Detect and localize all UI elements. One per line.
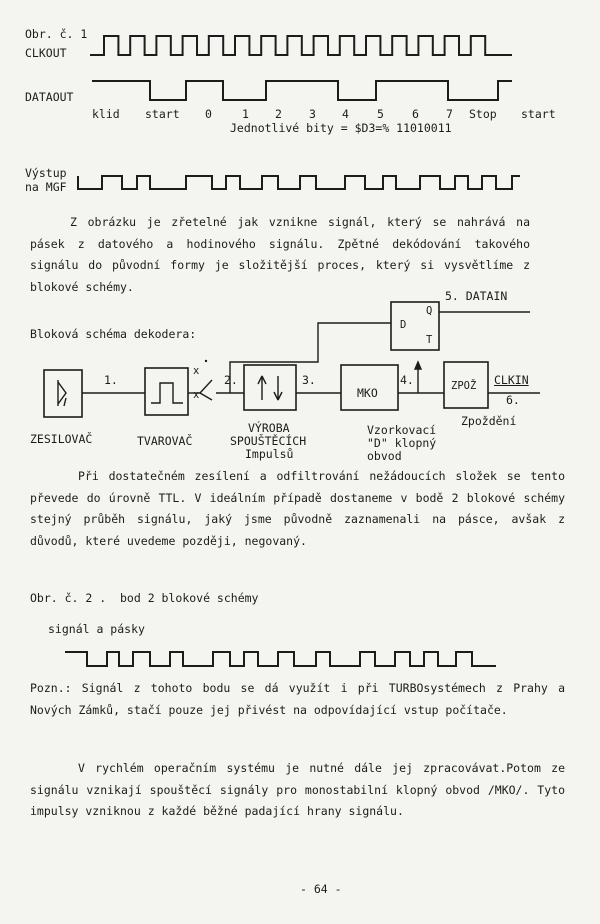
zesilovac-label: ZESILOVAČ: [30, 432, 93, 446]
node-6-label: 6.: [506, 393, 520, 407]
datain-label: 5. DATAIN: [445, 289, 508, 303]
vzorkovaci-label-2: "D" klopný: [367, 436, 437, 450]
fig1-caption: Obr. č. 1: [25, 27, 88, 41]
output-label-line1: Výstup: [25, 166, 67, 180]
switch-x1: x: [193, 365, 200, 377]
switch-x2: x: [193, 389, 200, 401]
bit-label: Stop: [469, 107, 497, 121]
vzorkovaci-label-1: Vzorkovací: [367, 423, 437, 437]
mko-label: MKO: [357, 386, 378, 400]
bit-label: 6: [412, 107, 419, 121]
node-1-label: 1.: [104, 373, 118, 387]
bit-label: 0: [205, 107, 212, 121]
paragraph-3-text: Pozn.: Signál z tohoto bodu se dá využít i při TURBOsystémech z Prahy a Nových Zámků, stačí pouze jej přivést na odpovídající vstup počítače.: [30, 681, 565, 717]
bit-label: 5: [377, 107, 384, 121]
clkin-label: CLKIN: [494, 373, 529, 387]
bit-label: start: [521, 107, 556, 121]
vyroba-label-2: SPOUŠTĚCÍCH: [230, 434, 307, 448]
vzorkovaci-label-3: obvod: [367, 449, 402, 463]
clkout-label: CLKOUT: [25, 46, 67, 60]
fig2-waveform: [65, 652, 496, 666]
paragraph-1-text: Z obrázku je zřetelné jak vznikne signál, který se nahrává na pásek z datového a hodinového signálu. Zpětné dekódování takového signálu do původní formy je složitější proces, který si vysvětlíme z blokové schémy.: [30, 215, 530, 294]
tvarovac-label: TVAROVAČ: [137, 434, 193, 448]
output-label-line2: na MGF: [25, 180, 67, 194]
ff-t-label: T: [426, 334, 433, 346]
node-4-label: 4.: [400, 373, 414, 387]
zpozdeni-label: Zpoždění: [461, 414, 517, 428]
bit-label: 1: [242, 107, 249, 121]
fig2-caption: Obr. č. 2 . bod 2 blokové schémy: [30, 591, 259, 605]
zpoz-label: ZPOŽ: [451, 380, 477, 392]
node-3-label: 3.: [302, 373, 316, 387]
bit-label: 3: [309, 107, 316, 121]
bit-label: start: [145, 107, 180, 121]
ff-d-label: D: [400, 319, 407, 331]
bit-label: klid: [92, 107, 120, 121]
vyroba-label-1: VÝROBA: [248, 421, 290, 435]
paragraph-2-text: Při dostatečném zesílení a odfiltrování nežádoucích složek se tento převede do úrovně TTL. V ideálním případě dostaneme v bodě 2 blokové schémy stejný průběh signálu, jaký jsme původně zaznamenali na pásce, avšak z důvodů, které uvedeme později, negovaný.: [30, 469, 565, 548]
node-2-label: 2.: [224, 373, 238, 387]
bit-label: 2: [275, 107, 282, 121]
bits-note: Jednotlivé bity = $D3=% 11010011: [230, 121, 452, 135]
bit-label: 7: [446, 107, 453, 121]
paragraph-3: [30, 678, 565, 721]
dataout-label: DATAOUT: [25, 90, 74, 104]
page-number: - 64 -: [300, 882, 342, 896]
block-diagram-title: Bloková schéma dekodera:: [30, 327, 197, 341]
bit-label: 4: [342, 107, 349, 121]
paragraph-4: [30, 758, 565, 823]
fig2-signal-label: signál a pásky: [48, 622, 145, 636]
ff-q-label: Q: [426, 305, 433, 317]
paragraph-4-text: V rychlém operačním systému je nutné dále jej zpracovávat.Potom ze signálu vznikají spouštěcí signály pro monostabilní klopný obvod /MKO/. Tyto impulsy vzniknou z každé běžné padající hrany signálu.: [30, 761, 565, 818]
vyroba-label-3: Impulsů: [245, 447, 294, 461]
